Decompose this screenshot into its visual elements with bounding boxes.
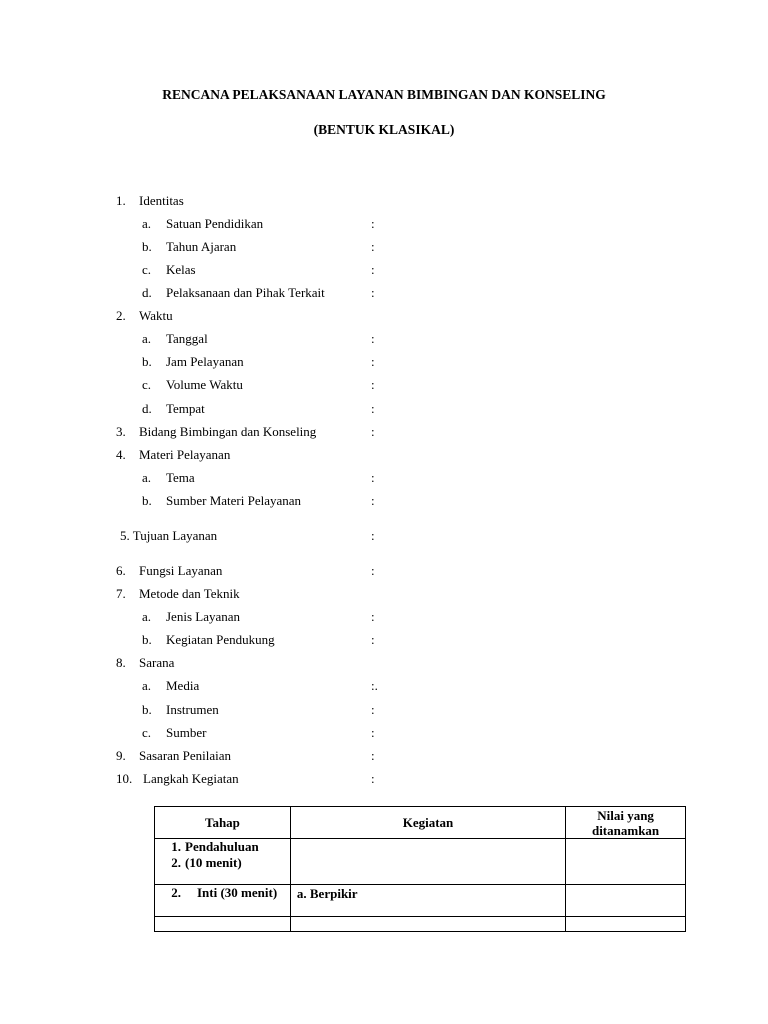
section-label: 5. Tujuan Layanan: [120, 528, 218, 543]
stage-number: 2.: [171, 855, 181, 870]
table-row: [155, 885, 686, 917]
section-number: 7.: [116, 586, 126, 601]
subitem-letter: a.: [142, 470, 152, 485]
kegiatan-cell: [290, 917, 565, 932]
subitem-label: Sumber Materi Pelayanan: [166, 493, 302, 508]
stage-cell: [155, 917, 291, 932]
subitem-letter: a.: [142, 331, 152, 346]
section-label: Sasaran Penilaian: [139, 748, 232, 763]
subitem-label: Sumber: [166, 725, 207, 740]
subitem-letter: c.: [142, 262, 152, 277]
subitem-colon: :: [371, 331, 375, 346]
document-title: RENCANA PELAKSANAAN LAYANAN BIMBINGAN DAN KONSELING: [162, 87, 606, 102]
nilai-cell: [566, 917, 686, 932]
subitem-letter: b.: [142, 239, 152, 254]
header-tahap: Tahap: [155, 807, 291, 839]
stage-number: 2.: [171, 885, 181, 900]
section-colon: :: [371, 771, 375, 786]
subitem-label: Media: [166, 678, 200, 693]
stage-text: Inti (30 menit): [197, 885, 278, 900]
subitem-letter: b.: [142, 702, 152, 717]
section-label: Identitas: [139, 193, 184, 208]
subitem-label: Pelaksanaan dan Pihak Terkait: [166, 285, 325, 300]
langkah-kegiatan-table: [154, 806, 686, 932]
subitem-label: Instrumen: [166, 702, 219, 717]
section-label: Bidang Bimbingan dan Konseling: [139, 424, 317, 439]
section-colon: :: [371, 748, 375, 763]
subitem-letter: b.: [142, 354, 152, 369]
stage-line: [155, 885, 290, 901]
stage-cell: [155, 839, 291, 885]
section-number: 8.: [116, 655, 126, 670]
nilai-cell: [566, 885, 686, 917]
section-colon: :: [371, 528, 375, 543]
subitem-letter: b.: [142, 493, 152, 508]
subitem-letter: a.: [142, 609, 152, 624]
section-number: 4.: [116, 447, 126, 462]
section-label: Metode dan Teknik: [139, 586, 240, 601]
section-number: 3.: [116, 424, 126, 439]
stage-number: 1.: [171, 839, 181, 854]
kegiatan-cell: a. Berpikir: [290, 885, 565, 917]
header-nilai: Nilai yang ditanamkan: [566, 807, 686, 839]
section-colon: :: [371, 424, 375, 439]
stage-line: [171, 855, 290, 871]
subitem-letter: a.: [142, 678, 152, 693]
section-label: Materi Pelayanan: [139, 447, 231, 462]
section-number: 2.: [116, 308, 126, 323]
subitem-colon: :: [371, 725, 375, 740]
stage-cell: [155, 885, 291, 917]
subitem-label: Jenis Layanan: [166, 609, 241, 624]
section-number: 6.: [116, 563, 126, 578]
section-label: Sarana: [139, 655, 175, 670]
subitem-label: Volume Waktu: [166, 377, 243, 392]
section-number: 9.: [116, 748, 126, 763]
subitem-colon: :: [371, 470, 375, 485]
subitem-label: Tahun Ajaran: [166, 239, 237, 254]
kegiatan-cell: [290, 839, 565, 885]
section-label: Waktu: [139, 308, 173, 323]
stage-line: [171, 839, 290, 855]
subitem-label: Jam Pelayanan: [166, 354, 244, 369]
subitem-colon: :: [371, 262, 375, 277]
stage-lines: [171, 839, 290, 871]
section-number: 10.: [116, 771, 133, 786]
subitem-colon: :: [371, 377, 375, 392]
subitem-letter: a.: [142, 216, 152, 231]
subitem-colon: :: [371, 702, 375, 717]
subitem-colon: :: [371, 285, 375, 300]
subitem-label: Tempat: [166, 401, 205, 416]
section-number: 1.: [116, 193, 126, 208]
subitem-colon: :: [371, 609, 375, 624]
subitem-letter: c.: [142, 725, 152, 740]
subitem-colon: :: [371, 239, 375, 254]
section-colon: :: [371, 563, 375, 578]
subitem-letter: c.: [142, 377, 152, 392]
section-label: Langkah Kegiatan: [143, 771, 239, 786]
subitem-label: Satuan Pendidikan: [166, 216, 264, 231]
subitem-colon: :: [371, 401, 375, 416]
stage-text: (10 menit): [185, 855, 242, 870]
subitem-colon: :.: [371, 678, 378, 693]
subitem-letter: b.: [142, 632, 152, 647]
subitem-colon: :: [371, 632, 375, 647]
header-kegiatan: Kegiatan: [290, 807, 565, 839]
document-subtitle: (BENTUK KLASIKAL): [313, 122, 455, 137]
stage-text: Pendahuluan: [185, 839, 259, 854]
nilai-cell: [566, 839, 686, 885]
subitem-colon: :: [371, 354, 375, 369]
subitem-colon: :: [371, 216, 375, 231]
section-label: Fungsi Layanan: [139, 563, 223, 578]
table-row: [155, 839, 686, 885]
subitem-label: Kelas: [166, 262, 196, 277]
subitem-label: Kegiatan Pendukung: [166, 632, 275, 647]
table-header-row: [155, 807, 686, 839]
subitem-label: Tanggal: [166, 331, 208, 346]
table-row: [155, 917, 686, 932]
subitem-letter: d.: [142, 401, 152, 416]
subitem-label: Tema: [166, 470, 195, 485]
subitem-colon: :: [371, 493, 375, 508]
subitem-letter: d.: [142, 285, 152, 300]
